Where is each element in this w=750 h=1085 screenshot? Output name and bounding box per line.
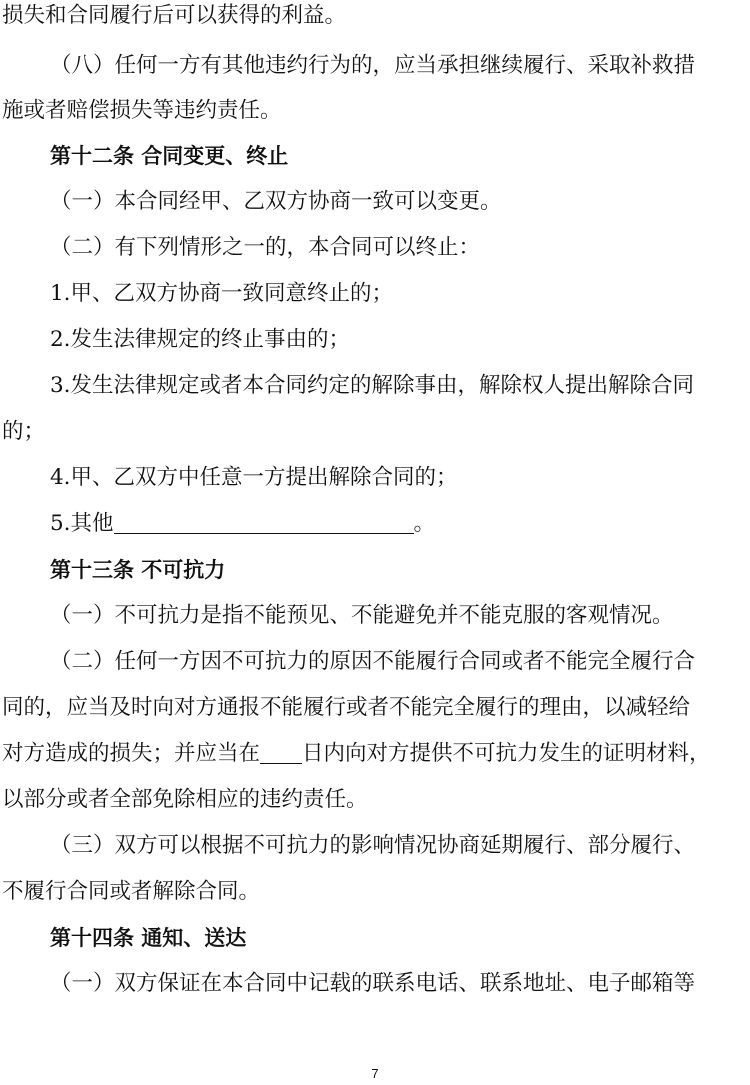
section-heading: 第十三条 不可抗力 bbox=[50, 558, 226, 582]
page-number: 7 bbox=[371, 1066, 379, 1081]
line-text: 。 bbox=[413, 511, 436, 536]
body-line: （一）双方保证在本合同中记载的联系电话、联系地址、电子邮箱等 bbox=[50, 971, 696, 996]
fill-in-blank[interactable] bbox=[114, 513, 414, 534]
line-text: 对方造成的损失；并应当在 bbox=[2, 741, 261, 766]
body-line: 1.甲、乙双方协商一致同意终止的； bbox=[50, 281, 394, 306]
section-heading: 第十二条 合同变更、终止 bbox=[50, 144, 289, 168]
body-line: （一）不可抗力是指不能预见、不能避免并不能克服的客观情况。 bbox=[50, 603, 674, 628]
body-line: 不履行合同或者解除合同。 bbox=[2, 879, 261, 904]
body-line: 同的，应当及时向对方通报不能履行或者不能完全履行的理由，以减轻给 bbox=[2, 695, 691, 720]
body-line: （八）任何一方有其他违约行为的，应当承担继续履行、采取补救措 bbox=[50, 53, 696, 78]
line-text: 5.其他 bbox=[50, 511, 114, 536]
body-line: （三）双方可以根据不可抗力的影响情况协商延期履行、部分履行、 bbox=[50, 833, 696, 858]
body-line bbox=[2, 740, 711, 768]
body-line: （二）有下列情形之一的，本合同可以终止： bbox=[50, 235, 481, 260]
body-line: （一）本合同经甲、乙双方协商一致可以变更。 bbox=[50, 189, 502, 214]
body-line: 施或者赔偿损失等违约责任。 bbox=[2, 98, 282, 123]
body-line: 损失和合同履行后可以获得的利益。 bbox=[2, 3, 347, 28]
fill-in-blank[interactable] bbox=[260, 743, 302, 764]
body-line: 以部分或者全部免除相应的违约责任。 bbox=[2, 787, 368, 812]
body-line: 3.发生法律规定或者本合同约定的解除事由，解除权人提出解除合同 bbox=[50, 373, 695, 398]
body-line: 的； bbox=[2, 419, 46, 444]
body-line: （二）任何一方因不可抗力的原因不能履行合同或者不能完全履行合 bbox=[50, 649, 696, 674]
body-line: 2.发生法律规定的终止事由的； bbox=[50, 327, 351, 352]
line-text: 日内向对方提供不可抗力发生的证明材料， bbox=[302, 741, 711, 766]
body-line: 4.甲、乙双方中任意一方提出解除合同的； bbox=[50, 465, 458, 490]
section-heading: 第十四条 通知、送达 bbox=[50, 926, 247, 950]
body-line bbox=[50, 510, 435, 538]
